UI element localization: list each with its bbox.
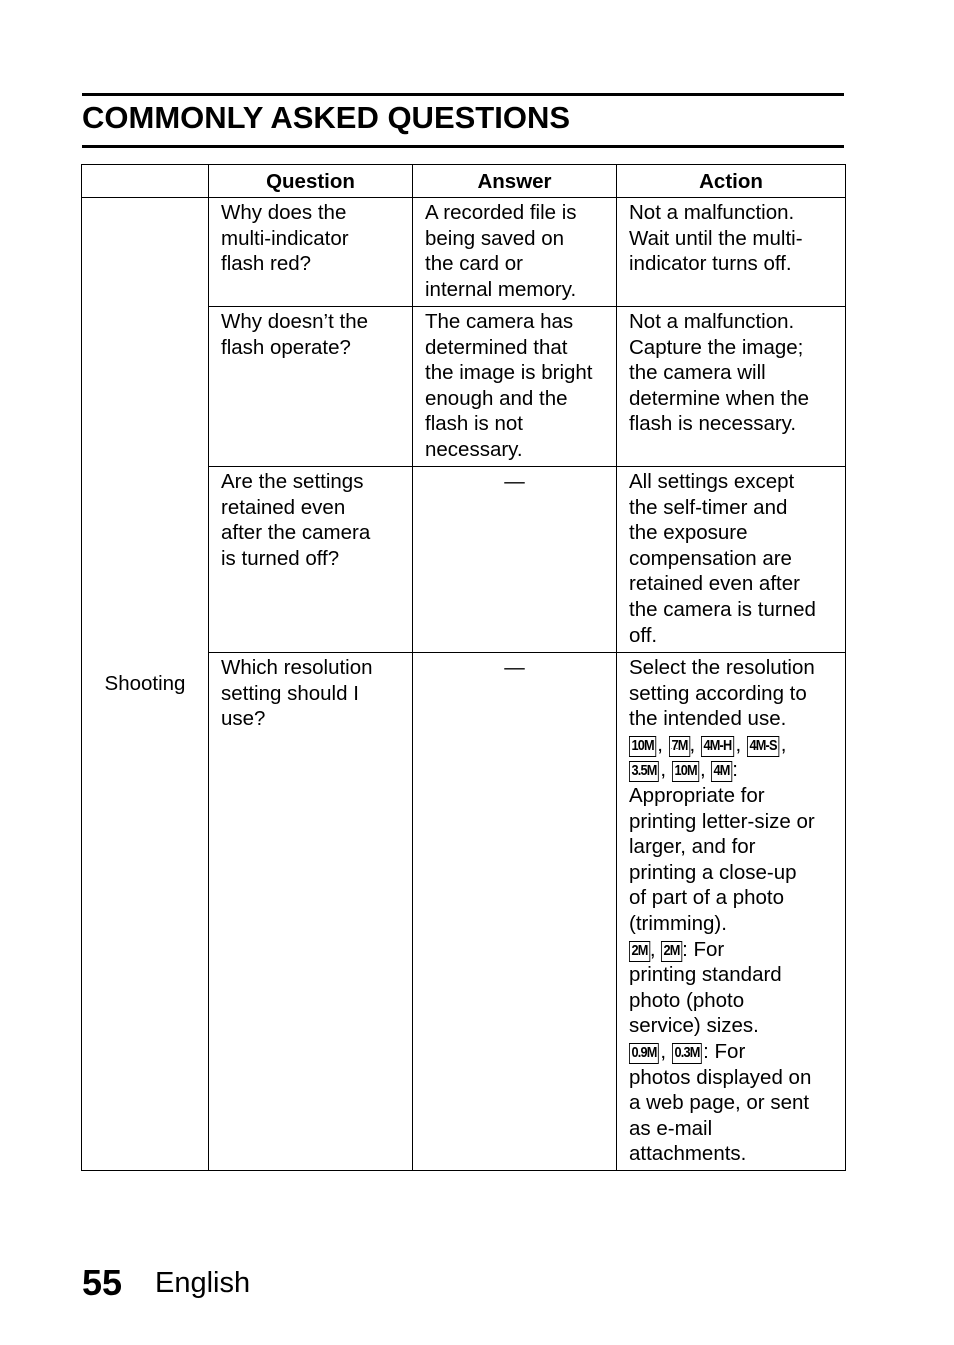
action-line: printing standard <box>629 963 782 987</box>
resolution-icons-line: 3.5M , 10M , 4M : <box>629 757 837 783</box>
action-line: of part of a photo <box>629 886 785 910</box>
question-line: use? <box>221 707 266 731</box>
action-line: the self-timer and <box>629 495 788 519</box>
header-empty <box>82 165 209 198</box>
action-line: setting according to <box>629 681 807 705</box>
answer-dash: — <box>504 470 525 493</box>
action-line: the camera will <box>629 361 766 385</box>
question-line: multi-indicator <box>221 226 349 250</box>
question-line: Which resolution <box>221 656 373 679</box>
answer-cell <box>413 198 617 307</box>
question-line: Are the settings <box>221 470 364 493</box>
answer-line: enough and the <box>425 386 568 410</box>
answer-line: flash is not <box>425 412 523 436</box>
resolution-icons-line: 10M , 7M , 4M-H , 4M-S , <box>629 732 837 758</box>
action-line: photos displayed on <box>629 1065 812 1089</box>
action-line: printing letter-size or <box>629 809 815 833</box>
action-cell <box>617 653 846 1171</box>
answer-line: necessary. <box>425 437 523 461</box>
answer-line: determined that <box>425 335 568 359</box>
question-line: Why doesn’t the <box>221 310 368 333</box>
answer-line: The camera has <box>425 310 574 333</box>
resolution-4m-h-icon: 4M-H <box>701 736 734 757</box>
resolution-0-9m-icon: 0.9M <box>629 1043 659 1064</box>
resolution-2m-icon: 2M <box>629 941 650 962</box>
action-line: Not a malfunction. <box>629 201 795 224</box>
header-answer: Answer <box>413 165 617 198</box>
action-line: attachments. <box>629 1142 747 1166</box>
answer-line: A recorded file is <box>425 201 577 224</box>
question-cell <box>209 307 413 467</box>
question-line: flash red? <box>221 252 312 276</box>
page-language: English <box>155 1267 251 1299</box>
action-line: a web page, or sent <box>629 1091 810 1115</box>
resolution-3-5m-icon: 3.5M <box>629 761 659 782</box>
action-line: Appropriate for <box>629 783 765 807</box>
action-tail: : For <box>703 1039 746 1063</box>
action-line: retained even after <box>629 572 800 596</box>
header-action: Action <box>617 165 846 198</box>
resolution-icons-line: 2M , 2M : For <box>629 937 837 963</box>
resolution-icons-line: 0.9M , 0.3M : For <box>629 1039 837 1065</box>
action-line: compensation are <box>629 546 792 570</box>
action-line: (trimming). <box>629 911 727 935</box>
answer-line: the card or <box>425 252 523 276</box>
question-line: Why does the <box>221 201 347 224</box>
action-line: determine when the <box>629 386 810 410</box>
question-line: retained even <box>221 495 346 519</box>
page-number: 55 <box>82 1262 123 1303</box>
action-line: indicator turns off. <box>629 252 792 276</box>
action-line: Not a malfunction. <box>629 310 795 333</box>
resolution-4m-burst-icon: 4M <box>711 761 732 782</box>
action-line: All settings except <box>629 470 795 493</box>
action-line: Select the resolution <box>629 656 815 679</box>
action-cell <box>617 467 846 653</box>
category-cell <box>82 198 209 1171</box>
question-line: setting should I <box>221 681 359 705</box>
answer-line: internal memory. <box>425 277 577 301</box>
action-line: service) sizes. <box>629 1014 759 1038</box>
faq-table <box>81 164 846 1171</box>
action-line: the camera is turned <box>629 597 816 621</box>
resolution-10m-burst-icon: 10M <box>672 761 699 782</box>
answer-cell <box>413 467 617 653</box>
category-label: Shooting <box>104 672 186 696</box>
question-line: flash operate? <box>221 335 351 359</box>
question-line: is turned off? <box>221 546 340 570</box>
question-cell <box>209 467 413 653</box>
question-cell <box>209 653 413 1171</box>
resolution-2m-alt-icon: 2M <box>661 941 682 962</box>
answer-cell <box>413 653 617 1171</box>
answer-line: the image is bright <box>425 361 593 385</box>
answer-line: being saved on <box>425 226 565 250</box>
action-line: photo (photo <box>629 988 745 1012</box>
title-rule-bottom <box>82 145 844 148</box>
action-tail: : For <box>682 937 725 961</box>
resolution-4m-s-icon: 4M-S <box>747 736 779 757</box>
resolution-10m-icon: 10M <box>629 736 656 757</box>
question-cell <box>209 198 413 307</box>
question-line: after the camera <box>221 521 371 545</box>
answer-cell <box>413 307 617 467</box>
action-line: Capture the image; <box>629 335 804 359</box>
action-cell <box>617 307 846 467</box>
resolution-0-3m-icon: 0.3M <box>672 1043 702 1064</box>
table-header-row <box>82 165 846 198</box>
action-line: larger, and for <box>629 835 756 859</box>
title-rule-top <box>82 93 844 96</box>
action-line: flash is necessary. <box>629 412 797 436</box>
table-row <box>82 198 846 307</box>
action-line: off. <box>629 623 658 647</box>
resolution-7m-icon: 7M <box>669 736 690 757</box>
header-question: Question <box>209 165 413 198</box>
action-line: as e-mail <box>629 1116 713 1140</box>
page-title: COMMONLY ASKED QUESTIONS <box>82 100 571 135</box>
action-line: the exposure <box>629 521 748 545</box>
action-line: Wait until the multi- <box>629 226 803 250</box>
action-cell <box>617 198 846 307</box>
answer-dash: — <box>504 656 525 679</box>
action-line: printing a close-up <box>629 860 797 884</box>
action-line: the intended use. <box>629 707 787 731</box>
